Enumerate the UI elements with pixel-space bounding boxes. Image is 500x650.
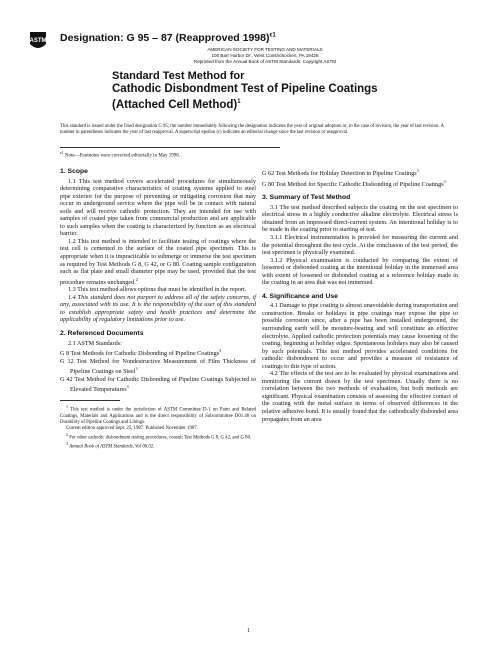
designation: Designation: G 95 – 87 (Reapproved 1998)$^{\epsilon 1}$ xyxy=(60,32,276,44)
svg-text:ASTM: ASTM xyxy=(29,38,47,44)
paragraph-3-1-2: 3.1.2 Physical examination is conducted by comparing the extent of loosened or disbonded coating at the intentional holiday in the immersed area with extent of loosened or disbonded coating at a reference holiday made in the coating in an area that was not immersed. xyxy=(262,256,458,287)
section-heading-scope: 1. Scope xyxy=(60,168,88,175)
publisher-line: Reprinted from the Annual Book of ASTM Standards. Copyright ASTM xyxy=(193,59,337,64)
paragraph-1-1: 1.1 This test method covers accelerated procedures for simultaneously determining comparative characteristics of coating systems applied to steel pipe exterior for the purpose of preventing or mitigating corrosion that may occur in underground service where the pipe will be in contact with natural soils and will receive cathodic protection. They are intended for use with samples of coated pipe taken from commercial production and are applicable to such samples when the coating is characterized by function as an electrical barrier. xyxy=(60,177,256,238)
section-heading-summary: 3. Summary of Test Method xyxy=(262,194,351,202)
page-number: 1 xyxy=(247,628,250,634)
left-column xyxy=(60,168,256,451)
reference-item: G 42 Test Method for Cathodic Disbonding of Pipeline Coatings Subjected to Elevated Temperatures$^3$ xyxy=(60,375,256,394)
footnote: Current edition approved Sept. 25, 1987. Published November 1987. xyxy=(66,425,198,431)
publisher-block xyxy=(140,47,390,65)
publisher-line: AMERICAN SOCIETY FOR TESTING AND MATERIALS xyxy=(207,47,323,52)
section-heading-significance: 4. Significance and Use xyxy=(262,292,338,300)
paragraph-1-2: 1.2 This test method is intended to facilitate testing of coatings where the test cell is cemented to the surface of the coated pipe specimen. This is appropriate when it is impracticable to submerge or immerse the test specimen as required by Test Methods G 8, G 42, or G 80. Coating sample configuration such as flat plate and small diameter pipe may be used, provided that the test procedure remains unchanged.$^2$ xyxy=(60,237,256,286)
paragraph-4-2: 4.2 The effects of the test are to be evaluated by physical examinations and monitoring the current drawn by the test specimen. Usually there is no correlation between the two methods of evaluation, but both methods are significant. Physical examination consists of assessing the effective contact of the coating with the metal surface in terms of observed differences in the relative adhesive bond. It is usually found that the cathodically disbonded area propagates from an area xyxy=(262,370,458,423)
reference-item: G 80 Test Method for Specific Cathodic Disbonding of Pipeline Coatings$^3$ xyxy=(262,178,446,188)
footnote: $^2$ For other cathodic disbondment testing procedures, consult Test Methods G 8, G 42, and G 80. xyxy=(66,431,252,441)
reference-item: G 12 Test Method for Nondestructive Measurement of Film Thickness of Pipeline Coatings on Steel$^3$ xyxy=(60,357,256,376)
divider xyxy=(60,147,280,148)
standard-issuance-note: This standard is issued under the fixed designation G 95; the number immediately following the designation indicates the year of original adoption or, in the case of revision, the year of last revision. A number in parentheses indicates the year of last reapproval. A superscript epsilon (ϵ) indicates an editorial change since the last revision or reapproval. xyxy=(60,124,444,136)
title-line-2: Cathodic Disbondment Test of Pipeline Coatings (Attached Cell Method)$^1$ xyxy=(112,83,378,111)
paragraph-3-1: 3.1 The test method described subjects the coating on the test specimen to electrical stress in a highly conductive alkaline electrolyte. Electrical stress is obtained from an impressed direct-current system. An intentional holiday is to be made in the coating prior to starting of test. xyxy=(262,203,458,234)
paragraph-3-1-1: 3.1.1 Electrical instrumentation is provided for measuring the current and the potential throughout the test cycle. At the conclusion of the test period, the test specimen is physically examined. xyxy=(262,233,458,257)
footnote-divider xyxy=(60,400,120,401)
publisher-line: 100 Barr Harbor Dr., West Conshohocken, PA 19428 xyxy=(211,53,319,58)
title-line-1: Standard Test Method for xyxy=(112,70,245,82)
paragraph-1-4: 1.4 This standard does not purport to address all of the safety concerns, if any, associated with its use. It is the responsibility of the user of this standard to establish appropriate safety and health practices and determine the applicability of regulatory limitations prior to use. xyxy=(60,293,256,324)
right-column xyxy=(262,167,458,423)
paragraph-4-1: 4.1 Damage to pipe coating is almost unavoidable during transportation and construction. Breaks or holidays in pipe coatings may expose the pipe to possible corrosion since, after a pipe has been installed underground, the surrounding earth will be moisture-bearing and will constitute an effective electrolyte. Applied cathodic protection potentials may cause loosening of the coating, beginning at holiday edges. Spontaneous holidays may also be caused by such potentials. This test method provides accelerated conditions for cathodic disbondment to occur and provides a measure of resistance of coatings to this type of action. xyxy=(262,302,458,370)
section-heading-referenced: 2. Referenced Documents xyxy=(60,330,144,337)
reference-item: G 62 Test Methods for Holiday Detection in Pipeline Coatings$^3$ xyxy=(262,168,419,178)
astm-logo-icon xyxy=(28,30,48,52)
paragraph-1-3: 1.3 This test method allows options that must be identified in the report. xyxy=(68,286,247,294)
footnotes xyxy=(60,404,256,451)
paragraph-2-1: 2.1 ASTM Standards: xyxy=(68,339,122,347)
footnote: $^1$ This test method is under the jurisdiction of ASTM Committee D-1 on Paint and Related Coatings, Materials and Applications and is the direct responsibility of Subcommittee D01.48 on Durability of Pipeline Coatings and Linings. xyxy=(60,404,256,425)
epsilon-note: $^{\epsilon 1}$ Note—Footnotes were corrected editorially in May 1998. xyxy=(60,150,180,159)
footnote: $^3$ Annual Book of ASTM Standards, Vol 06.02. xyxy=(66,441,155,450)
reference-item: G 8 Test Methods for Cathodic Disbonding of Pipeline Coatings$^3$ xyxy=(60,348,222,358)
